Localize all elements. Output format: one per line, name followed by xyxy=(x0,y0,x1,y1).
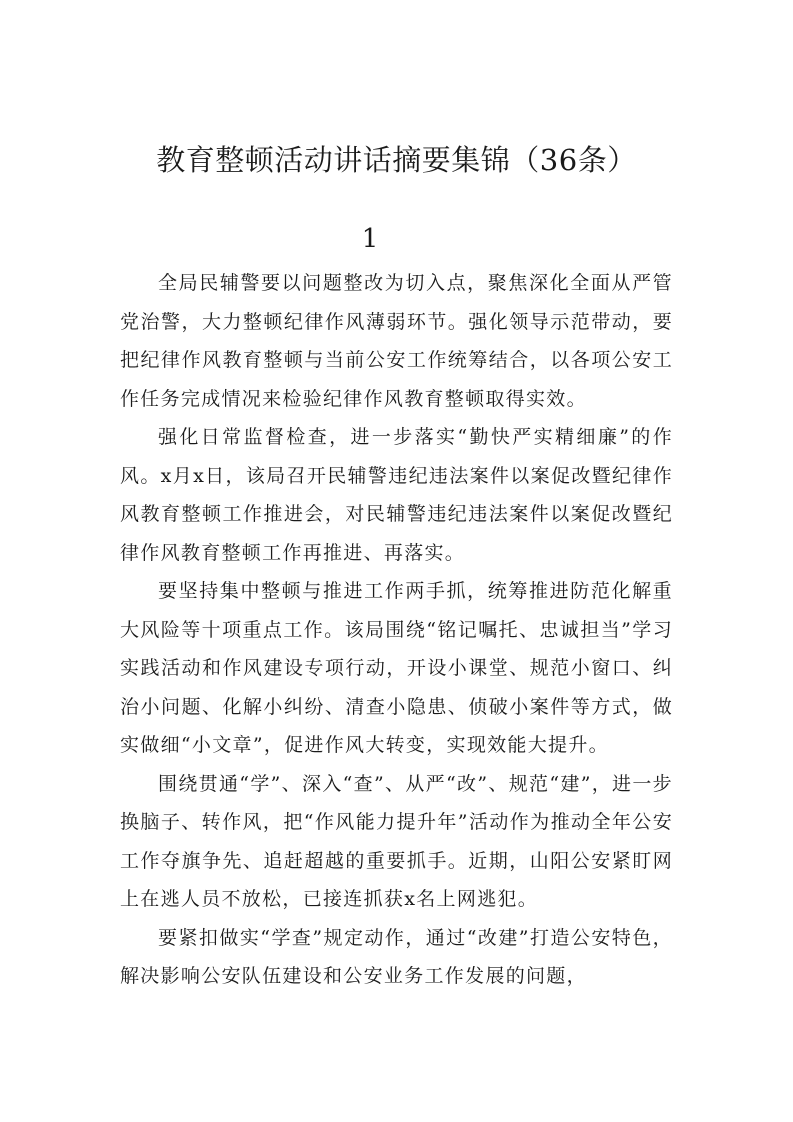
section-number: 1 xyxy=(361,224,379,254)
document-title: 教育整顿活动讲话摘要集锦（36条） xyxy=(156,143,637,177)
paragraph: 要紧扣做实“学查”规定动作，通过“改建”打造公安特色，解决影响公安队伍建设和公安业务工作发展的问题， xyxy=(120,926,673,987)
paragraph: 围绕贯通“学”、深入“查”、从严“改”、规范“建”，进一步换脑子、转作风，把“作风能力提升年”活动作为推动全年公安工作夺旗争先、追赶超越的重要抓手。近期，山阳公安紧盯网上在逃人员不放松，已接连抓获x名上网逃犯。 xyxy=(120,772,673,910)
paragraph: 强化日常监督检查，进一步落实“勤快严实精细廉”的作风。x月x日，该局召开民辅警违纪违法案件以案促改暨纪律作风教育整顿工作推进会，对民辅警违纪违法案件以案促改暨纪律作风教育整顿工作再推进、再落实。 xyxy=(120,426,673,564)
document-body xyxy=(120,264,673,996)
paragraph: 全局民辅警要以问题整改为切入点，聚焦深化全面从严管党治警，大力整顿纪律作风薄弱环节。强化领导示范带动，要把纪律作风教育整顿与当前公安工作统筹结合，以各项公安工作任务完成情况来检验纪律作风教育整顿取得实效。 xyxy=(120,272,673,410)
paragraph: 要坚持集中整顿与推进工作两手抓，统筹推进防范化解重大风险等十项重点工作。该局围绕“铭记嘱托、忠诚担当”学习实践活动和作风建设专项行动，开设小课堂、规范小窗口、纠治小问题、化解小纠纷、清查小隐患、侦破小案件等方式，做实做细“小文章”，促进作风大转变，实现效能大提升。 xyxy=(120,580,673,756)
